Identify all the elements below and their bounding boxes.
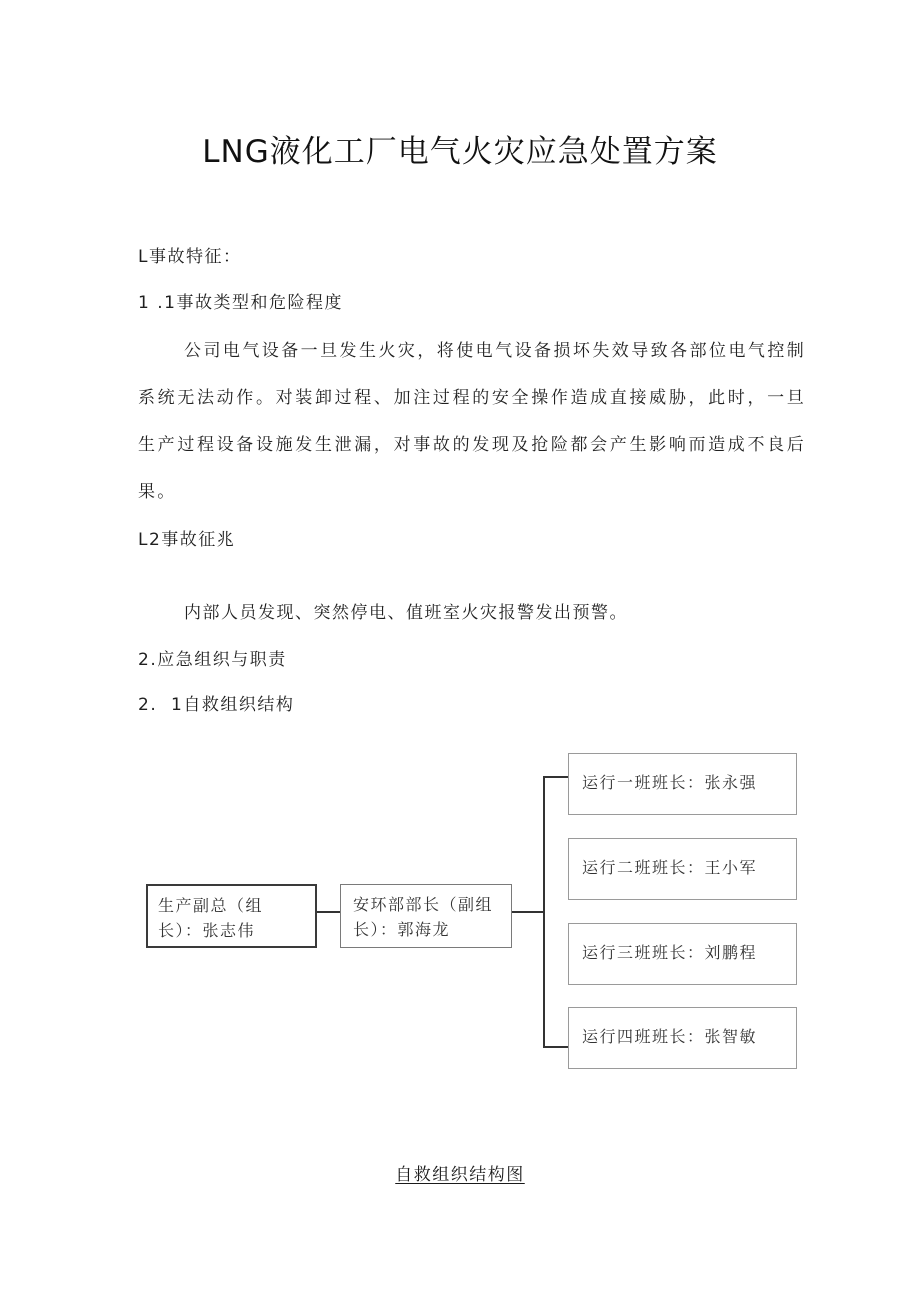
section-heading-2-1: 2. 1自救组织结构 (138, 695, 295, 715)
connector-leader-deputy (317, 911, 340, 913)
org-chart-caption (0, 1160, 920, 1185)
org-box-team-4: 运行四班班长：张智敏 (568, 1007, 797, 1069)
section-heading-1-1: 1 .1事故类型和危险程度 (138, 293, 343, 313)
connector-team-1 (543, 776, 568, 778)
org-box-leader: 生产副总（组长）：张志伟 (146, 884, 317, 948)
connector-team-4 (543, 1046, 568, 1048)
paragraph-accident-signs: 内部人员发现、突然停电、值班室火灾报警发出预警。 (184, 603, 628, 623)
org-box-team-1: 运行一班班长：张永强 (568, 753, 797, 815)
org-box-deputy: 安环部部长（副组长）：郭海龙 (340, 884, 512, 948)
connector-trunk (543, 776, 545, 1047)
org-chart-caption-text: 自救组织结构图 (395, 1165, 525, 1185)
connector-deputy-trunk (512, 911, 543, 913)
page-title: LNG液化工厂电气火灾应急处置方案 (202, 134, 718, 170)
paragraph-accident-type: 公司电气设备一旦发生火灾，将使电气设备损坏失效导致各部位电气控制系统无法动作。对装卸过程、加注过程的安全操作造成直接威胁，此时，一旦生产过程设备设施发生泄漏，对事故的发现及抢险都会产生影响而造成不良后果。 (138, 341, 806, 502)
org-box-team-3: 运行三班班长：刘鹏程 (568, 923, 797, 985)
section-heading-1: L事故特征： (138, 247, 242, 267)
section-heading-1-2: L2事故征兆 (138, 530, 236, 550)
org-box-team-2: 运行二班班长：王小军 (568, 838, 797, 900)
section-heading-2: 2.应急组织与职责 (138, 650, 287, 670)
